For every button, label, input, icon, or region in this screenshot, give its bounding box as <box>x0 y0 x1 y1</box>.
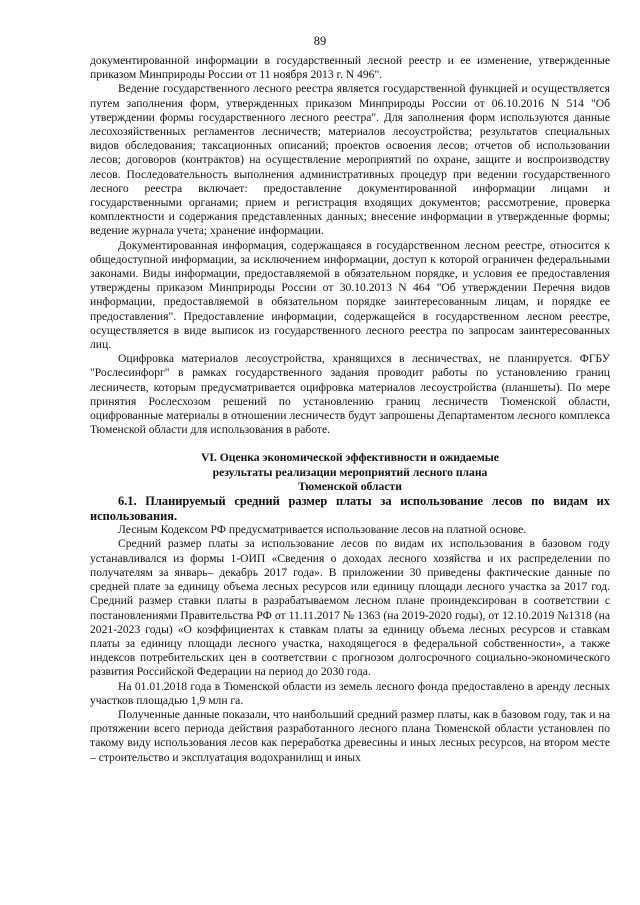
page-number: 89 <box>313 34 327 48</box>
paragraph-lease-area: На 01.01.2018 года в Тюменской области из земель лесного фонда предоставлено в аренду лесных участков площадью 1,9 млн га. <box>90 679 610 707</box>
paragraph-digitization: Оцифровка материалов лесоустройства, хранящихся в лесничествах, не планируется. ФГБУ "Рослесинфорг" в рамках государственного задания проводит работы по установлению границ лесничеств, которым предусматривается оцифровка материалов лесоустройства (планшеты). По мере принятия Рослесхозом решений по установлению границ лесничеств Тюменской области, оцифрованные материалы в отношении лесничеств будут запрошены Департаментом лесного комплекса Тюменской области для использования в работе. <box>90 352 610 437</box>
subsection-heading: 6.1. Планируемый средний размер платы за использование лесов по видам их использования. <box>90 494 610 523</box>
section-heading-line-2: результаты реализации мероприятий лесного плана <box>212 465 488 479</box>
paragraph-forest-register: Ведение государственного лесного реестра является государственной функцией и осуществляется путем заполнения форм, утвержденных приказом Минприроды России от 06.10.2016 N 514 "Об утверждении формы государственного лесного реестра". Для заполнения форм используются данные лесохозяйственных регламентов лесничеств; материалов лесоустройства; результатов специальных видов обследования; таксационных описаний; проектов освоения лесов; отчетов об использовании лесов; договоров (контрактов) на осуществление мероприятий по охране, защите и воспроизводству лесов. Последовательность выполнения административных процедур при ведении государственного лесного реестра включает: предоставление документированной информации лицами и государственными органами; прием и регистрация входящих документов; рассмотрение, проверка комплектности и содержания представленных данных; внесение информации в утвержденные формы; ведение журнала учета; хранение информации. <box>90 82 610 238</box>
paragraph-average-payment: Средний размер платы за использование лесов по видам их использования в базовом году устанавливался из формы 1-ОИП «Сведения о доходах лесного хозяйства и их распределении по получателям за январь– декабрь 2017 года». В приложении 30 приведены фактические данные по средней плате за единицу объема лесных ресурсов или единицу площади лесного участка за 2017 год. Средний размер ставки платы в разрабатываемом лесном плане проиндексирован в соответствии с постановлениями Правительства РФ от 11.11.2017 № 1363 (на 2019-2020 годы), от 12.10.2019 №1318 (на 2021-2023 годы) «О коэффициентах к ставкам платы за единицу объема лесных ресурсов и ставкам платы за единицу площади лесного участка, находящегося в федеральной собственности», а также индексов потребительских цен в соответствии с прогнозом долгосрочного социально-экономического развития Российской Федерации на период до 2030 года. <box>90 537 610 679</box>
section-heading-line-1: VI. Оценка экономической эффективности и ожидаемые <box>201 451 499 465</box>
spacer <box>90 437 610 451</box>
paragraph-forest-code: Лесным Кодексом РФ предусматривается использование лесов на платной основе. <box>118 523 527 537</box>
paragraph-results: Полученные данные показали, что наибольший средний размер платы, как в базовом году, так и на протяжении всего периода действия разработанного лесного плана Тюменской области установлен по такому виду использования лесов как переработка древесины и иных лесных ресурсов, на втором месте – строительство и эксплуатация водохранилищ и иных <box>90 707 610 764</box>
section-heading <box>90 451 610 494</box>
paragraph-continuation: документированной информации в государственный лесной реестр и ее изменение, утвержденные приказом Минприроды России от 11 ноября 2013 г. N 496". <box>90 54 610 82</box>
paragraph-documented-information: Документированная информация, содержащаяся в государственном лесном реестре, относится к общедоступной информации, за исключением информации, доступ к которой ограничен федеральными законами. Виды информации, предоставляемой в обязательном порядке, и условия ее предоставления утверждены приказом Минприроды России от 30.10.2013 N 464 "Об утверждении Перечня видов информации, предоставляемой в обязательном порядке заинтересованным лицам, и порядке ее предоставления". Предоставление информации, содержащейся в государственном лесном реестре, осуществляется в виде выписок из государственного лесного реестра по запросам заинтересованных лиц. <box>90 238 610 352</box>
document-body <box>90 54 610 765</box>
section-heading-line-3: Тюменской области <box>298 479 402 493</box>
